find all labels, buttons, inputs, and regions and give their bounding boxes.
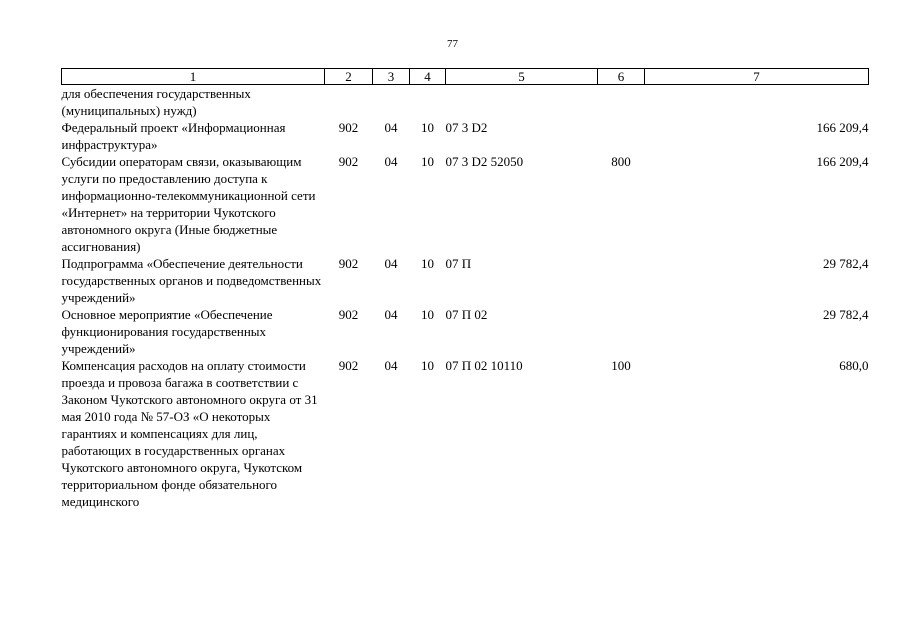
row-ved: 902 xyxy=(338,120,359,135)
row-pr: 10 xyxy=(421,358,434,373)
row-rz: 04 xyxy=(384,358,398,373)
row-name: для обеспечения государственных (муниципальных) нужд) xyxy=(61,86,251,118)
table-row xyxy=(62,357,869,510)
table-row xyxy=(62,85,869,120)
row-vr xyxy=(598,85,645,120)
budget-table xyxy=(61,68,869,510)
row-sum: 29 782,4 xyxy=(823,256,869,271)
row-sum xyxy=(645,85,869,120)
row-sum: 166 209,4 xyxy=(816,120,869,135)
row-name: Федеральный проект «Информационная инфраструктура» xyxy=(61,120,286,152)
row-vr: 800 xyxy=(611,154,631,169)
row-rz: 04 xyxy=(384,154,398,169)
row-ved: 902 xyxy=(338,358,359,373)
row-csr: 07 П 02 10110 xyxy=(445,358,523,373)
row-ved: 902 xyxy=(338,154,359,169)
row-vr xyxy=(598,119,645,153)
col-header-1: 1 xyxy=(62,69,325,85)
row-ved: 902 xyxy=(338,256,359,271)
row-pr xyxy=(410,85,446,120)
row-csr: 07 П xyxy=(445,256,472,271)
row-pr: 10 xyxy=(421,154,434,169)
row-vr: 100 xyxy=(611,358,631,373)
table-row xyxy=(62,153,869,255)
row-ved xyxy=(325,85,373,120)
row-pr: 10 xyxy=(421,256,434,271)
row-sum: 680,0 xyxy=(839,358,869,373)
page-number: 77 xyxy=(447,38,458,50)
row-name: Компенсация расходов на оплату стоимости проезда и провоза багажа в соответствии с Законом Чукотского автономного округа от 31 мая 2010 года № 57-ОЗ «О некоторых гарантиях и компенсациях для лиц, работающих в государственных органах Чукотского автономного округа, Чукотском территориальном фонде обязательного медицинского xyxy=(61,358,318,509)
row-csr xyxy=(446,85,598,120)
row-rz: 04 xyxy=(384,120,398,135)
row-ved: 902 xyxy=(338,307,359,322)
row-name: Основное мероприятие «Обеспечение функционирования государственных учреждений» xyxy=(61,307,273,356)
col-header-3: 3 xyxy=(373,69,410,85)
col-header-2: 2 xyxy=(325,69,373,85)
header-row xyxy=(62,69,869,85)
row-csr: 07 3 D2 xyxy=(445,120,488,135)
row-vr xyxy=(598,306,645,357)
row-name: Подпрограмма «Обеспечение деятельности государственных органов и подведомственных учреждений» xyxy=(61,256,322,305)
row-csr: 07 П 02 xyxy=(445,307,488,322)
row-csr: 07 3 D2 52050 xyxy=(445,154,524,169)
row-sum: 29 782,4 xyxy=(823,307,869,322)
row-pr: 10 xyxy=(421,120,434,135)
row-pr: 10 xyxy=(421,307,434,322)
row-name: Субсидии операторам связи, оказывающим услуги по предоставлению доступа к информационно-телекоммуникационной сети «Интернет» на территории Чукотского автономного округа (Иные бюджетные ассигнования) xyxy=(61,154,316,254)
row-rz xyxy=(373,85,410,120)
table-row xyxy=(62,306,869,357)
table-row xyxy=(62,255,869,306)
row-rz: 04 xyxy=(384,307,398,322)
row-sum: 166 209,4 xyxy=(816,154,869,169)
col-header-5: 5 xyxy=(446,69,598,85)
col-header-6: 6 xyxy=(598,69,645,85)
col-header-7: 7 xyxy=(645,69,869,85)
table-row xyxy=(62,119,869,153)
row-vr xyxy=(598,255,645,306)
col-header-4: 4 xyxy=(410,69,446,85)
row-rz: 04 xyxy=(384,256,398,271)
